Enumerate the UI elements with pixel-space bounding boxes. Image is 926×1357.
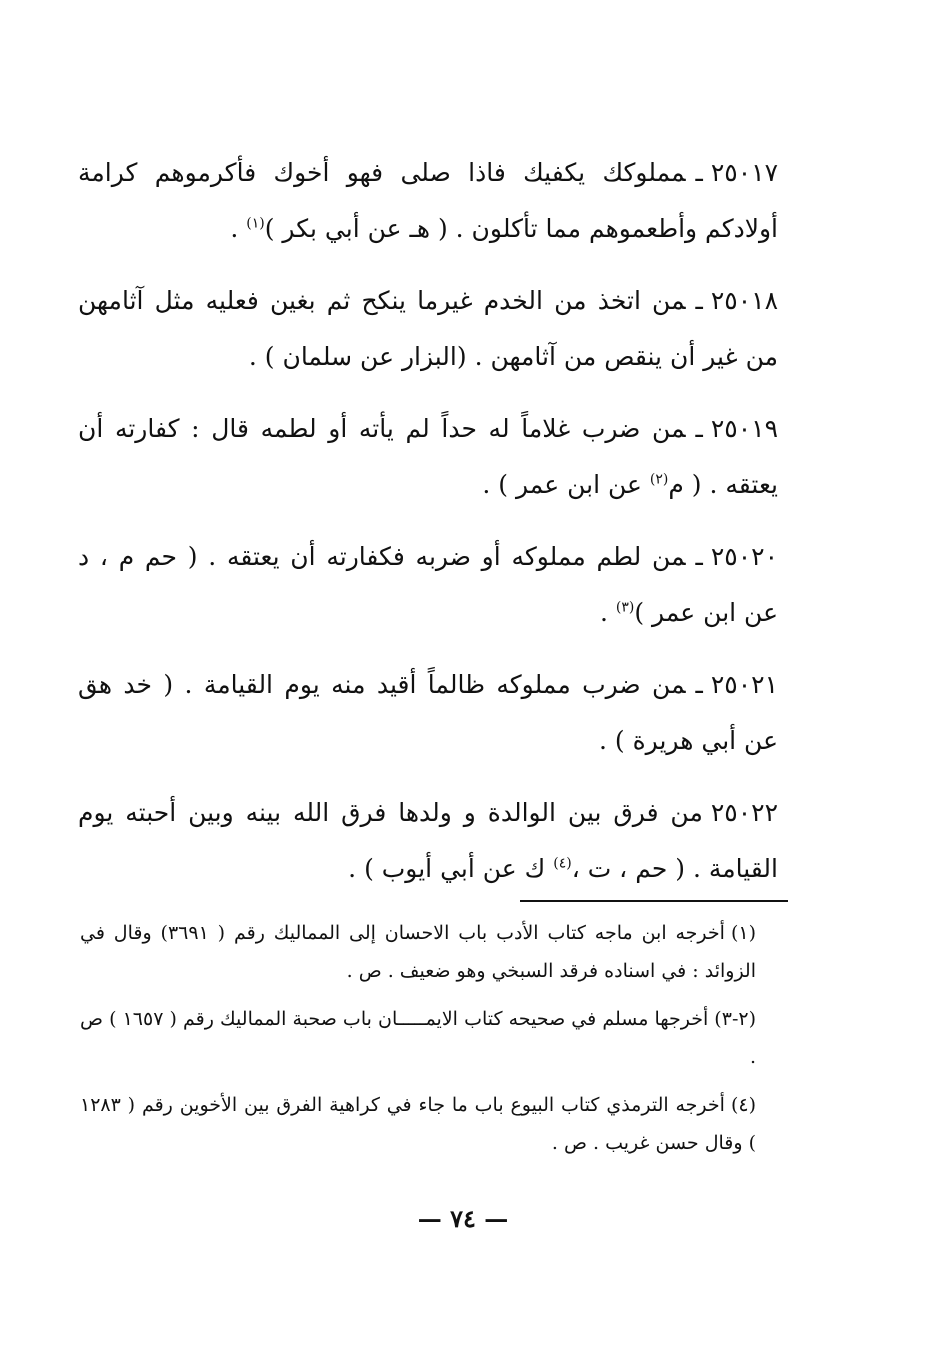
hadith-entry-25020 bbox=[78, 529, 778, 641]
footnote-reference: (١) bbox=[246, 215, 265, 232]
footnote-mark: (٤) bbox=[730, 1094, 756, 1116]
footnote-reference: (٢) bbox=[649, 471, 669, 488]
footnote-reference: (٤) bbox=[553, 855, 572, 872]
footnote-reference: (٣) bbox=[615, 599, 635, 616]
entry-number: ٢٥٠١٨ bbox=[710, 286, 778, 315]
entry-end: . bbox=[599, 598, 608, 627]
entry-separator: ـ bbox=[695, 670, 703, 699]
page-number: — ٧٤ — bbox=[417, 1204, 509, 1233]
entry-text: من فرق بين الوالدة و ولدها فرق الله بينه وبين أحبته يوم القيامة . ( حم ، ت ، bbox=[78, 798, 778, 883]
entry-end: عن ابن عمر ) . bbox=[482, 470, 642, 499]
hadith-entry-25021 bbox=[78, 657, 778, 769]
footnote-2-3 bbox=[80, 1000, 756, 1076]
entry-number: ٢٥٠١٩ bbox=[710, 414, 778, 443]
footnotes bbox=[80, 914, 756, 1172]
entry-text: من لطم مملوكه أو ضربه فكفارته أن يعتقه . ( حم م ، د عن ابن عمر ) bbox=[78, 542, 778, 627]
footnote-text: أخرجها مسلم في صحيحه كتاب الايمـــــان باب صحبة المماليك رقم ( ١٦٥٧ ) ص . bbox=[80, 1008, 756, 1068]
footnote-4 bbox=[80, 1086, 756, 1162]
footnote-1 bbox=[80, 914, 756, 990]
entry-separator: ـ bbox=[695, 414, 703, 443]
hadith-entries bbox=[78, 145, 778, 913]
footnote-mark: (٢-٣) bbox=[714, 1008, 756, 1030]
entry-number: ٢٥٠٢٢ bbox=[710, 798, 778, 827]
footnote-mark: (١) bbox=[730, 922, 756, 944]
hadith-entry-25019 bbox=[78, 401, 778, 513]
footnote-text: أخرجه الترمذي كتاب البيوع باب ما جاء في كراهية الفرق بين الأخوين رقم ( ١٢٨٣ ) وقال حسن غريب . ص . bbox=[80, 1094, 756, 1154]
entry-separator: ـ bbox=[695, 542, 703, 571]
hadith-entry-25018 bbox=[78, 273, 778, 385]
entry-number: ٢٥٠١٧ bbox=[710, 158, 778, 187]
entry-text: من ضرب غلاماً له حداً لم يأته أو لطمه قال : كفارته أن يعتقه . ( م bbox=[78, 414, 778, 499]
entry-end: . bbox=[230, 214, 239, 243]
hadith-entry-25017 bbox=[78, 145, 778, 257]
entry-end: ك عن أبي أيوب ) . bbox=[348, 854, 546, 883]
footnote-text: أخرجه ابن ماجه كتاب الأدب باب الاحسان إلى المماليك رقم ( ٣٦٩١) وقال في الزوائد : في اسناده فرقد السبخي وهو ضعيف . ص . bbox=[80, 922, 756, 982]
hadith-entry-25022 bbox=[78, 785, 778, 897]
entry-text: مملوكك يكفيك فاذا صلى فهو أخوك فأكرموهم كرامة أولادكم وأطعموهم مما تأكلون . ( هـ عن أبي بكر ) bbox=[78, 158, 778, 243]
entry-separator: ـ bbox=[695, 158, 703, 187]
entry-text: من اتخذ من الخدم غيرما ينكح ثم بغين فعليه مثل آثامهن من غير أن ينقص من آثامهن . (البزار عن سلمان ) . bbox=[78, 286, 778, 371]
entry-number: ٢٥٠٢١ bbox=[710, 670, 778, 699]
entry-text: من ضرب مملوكه ظالماً أقيد منه يوم القيامة . ( خد هق عن أبي هريرة ) . bbox=[78, 670, 778, 755]
entry-separator: ـ bbox=[695, 286, 703, 315]
entry-number: ٢٥٠٢٠ bbox=[710, 542, 778, 571]
footnote-divider bbox=[520, 900, 788, 902]
